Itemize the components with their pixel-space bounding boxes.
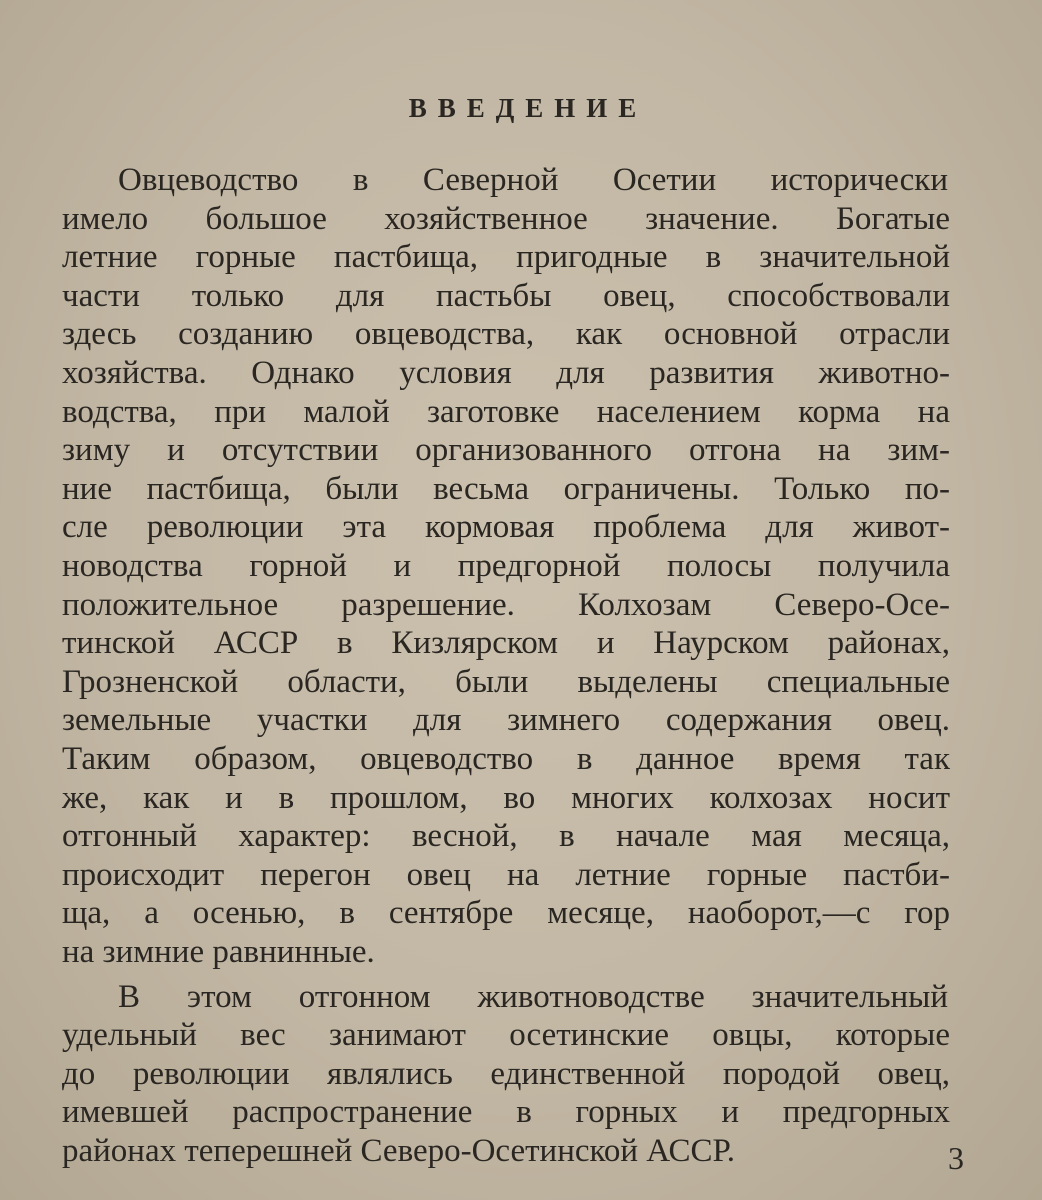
- text-line: здесь созданию овцеводства, как основной отрасли: [62, 316, 950, 353]
- text-line: Овцеводство в Северной Осетии исторически: [118, 162, 948, 198]
- text-line: имевшей распространение в горных и предгорных: [62, 1094, 950, 1131]
- text-line: Таким образом, овцеводство в данное время так: [62, 741, 950, 777]
- text-line: зиму и отсутствии организованного отгона на зим-: [62, 432, 950, 469]
- page-number: 3: [948, 1140, 964, 1176]
- text-line: летние горные пастбища, пригодные в значительной: [62, 239, 950, 276]
- text-line: ща, а осенью, в сентябре месяце, наоборот,—с гор: [62, 895, 950, 932]
- text-line: ние пастбища, были весьма ограничены. Только по-: [62, 470, 950, 507]
- text-line: происходит перегон овец на летние горные пастби-: [62, 856, 950, 893]
- text-line: же, как и в прошлом, во многих колхозах носит: [62, 779, 950, 816]
- text-line: хозяйства. Однако условия для развития животно-: [62, 355, 950, 391]
- text-line: сле революции эта кормовая проблема для живот-: [62, 509, 950, 546]
- text-line: Грозненской области, были выделены специальные: [62, 663, 950, 700]
- text-line: В этом отгонном животноводстве значительный: [118, 978, 948, 1015]
- text-line: новодства горной и предгорной полосы получила: [62, 548, 950, 584]
- text-line: на зимние равнинные.: [62, 934, 375, 970]
- text-line: до революции являлись единственной породой овец,: [62, 1055, 950, 1092]
- text-line: удельный вес занимают осетинские овцы, которые: [62, 1017, 950, 1054]
- text-line: водства, при малой заготовке населением корма на: [62, 393, 950, 430]
- text-line: районах теперешней Северо-Осетинской АССР.: [62, 1133, 735, 1169]
- text-line: имело большое хозяйственное значение. Богатые: [62, 200, 950, 237]
- text-line: тинской АССР в Кизлярском и Наурском районах,: [62, 625, 950, 662]
- text-line: земельные участки для зимнего содержания овец.: [62, 702, 950, 739]
- text-line: части только для пастьбы овец, способствовали: [62, 277, 950, 314]
- chapter-title: ВВЕДЕНИЕ: [408, 93, 648, 123]
- text-line: отгонный характер: весной, в начале мая месяца,: [62, 818, 950, 855]
- text-line: положительное разрешение. Колхозам Северо-Осе-: [62, 586, 950, 623]
